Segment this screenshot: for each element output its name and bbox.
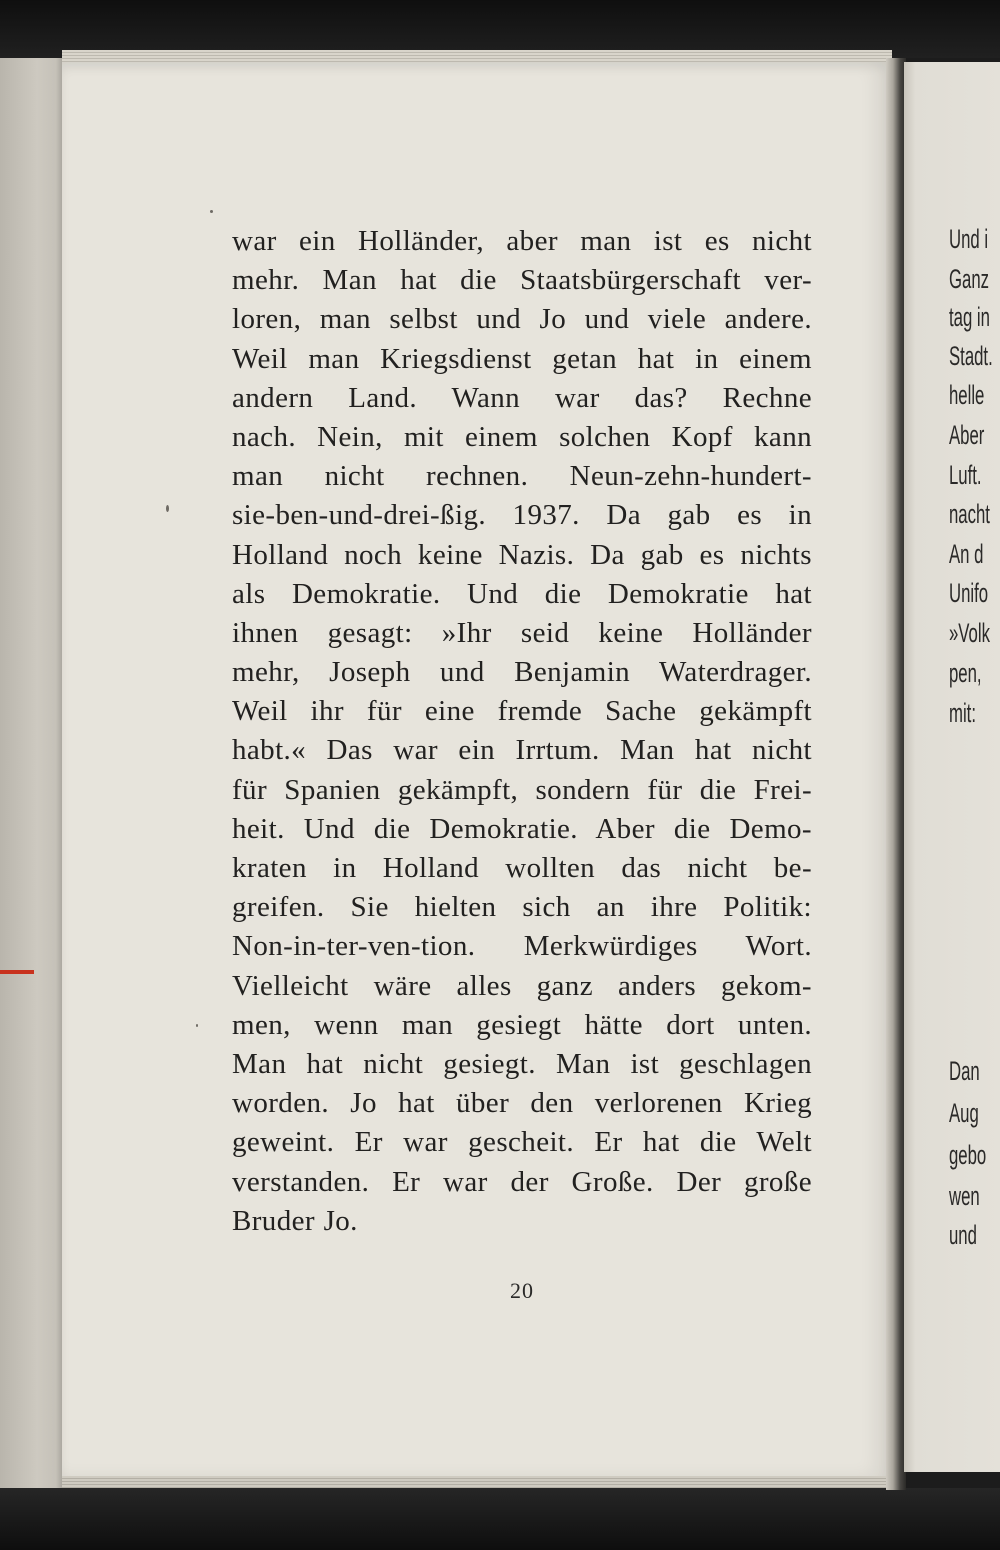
text-line: Weil man Kriegsdienst getan hat in einem xyxy=(232,342,812,375)
book-gutter xyxy=(886,58,906,1490)
body-text xyxy=(232,222,812,1241)
book-cover-bottom-edge xyxy=(0,1488,1000,1550)
text-line: man nicht rechnen. Neun-zehn-hundert- xyxy=(232,460,812,493)
facing-page-fragment: nacht xyxy=(949,499,990,529)
facing-page-fragment: gebo xyxy=(949,1140,987,1170)
text-line: verstanden. Er war der Große. Der große xyxy=(232,1165,812,1198)
text-line: mehr, Joseph und Benjamin Waterdrager. xyxy=(232,656,812,689)
text-line: worden. Jo hat über den verlorenen Krieg xyxy=(232,1087,812,1120)
facing-page-fragment: Dan xyxy=(949,1056,980,1086)
facing-page-fragment: helle xyxy=(949,380,985,410)
facing-page-fragment: Aug xyxy=(949,1098,979,1128)
text-line: war ein Holländer, aber man ist es nicht xyxy=(232,225,812,257)
text-line: Man hat nicht gesiegt. Man ist geschlagen xyxy=(232,1047,812,1080)
facing-page-fragment: und xyxy=(949,1220,977,1250)
page-number: 20 xyxy=(510,1278,534,1303)
text-line: mehr. Man hat die Staatsbürgerschaft ver- xyxy=(232,264,812,297)
text-line: Holland noch keine Nazis. Da gab es nichts xyxy=(232,538,812,571)
paper-speck xyxy=(196,1024,198,1027)
facing-page-fragment: mit: xyxy=(949,698,976,728)
text-line: ihnen gesagt: »Ihr seid keine Holländer xyxy=(232,616,812,649)
text-line: andern Land. Wann war das? Rechne xyxy=(232,381,812,414)
facing-page-fragment: »Volk xyxy=(949,618,990,648)
text-line: men, wenn man gesiegt hätte dort unten. xyxy=(232,1008,812,1041)
text-line: heit. Und die Demokratie. Aber die Demo- xyxy=(232,812,812,845)
text-line: kraten in Holland wollten das nicht be- xyxy=(232,852,812,884)
book-board-left-edge xyxy=(0,58,62,1488)
text-line: loren, man selbst und Jo und viele andere. xyxy=(232,303,812,336)
red-bookmark-mark xyxy=(0,970,34,974)
text-line: Bruder Jo. xyxy=(232,1204,358,1237)
facing-page-fragment: Unifo xyxy=(949,578,989,608)
paper-speck xyxy=(210,210,213,213)
facing-page-fragment: pen, xyxy=(949,658,982,688)
facing-page-fragment: Luft. xyxy=(949,460,982,490)
facing-page-fragment: Und i xyxy=(949,224,989,254)
text-line: Weil ihr für eine fremde Sache gekämpft xyxy=(232,695,812,728)
facing-page-fragment: Stadt. xyxy=(949,341,993,371)
text-line: habt.« Das war ein Irrtum. Man hat nicht xyxy=(232,734,812,767)
text-line: für Spanien gekämpft, sondern für die Frei- xyxy=(232,773,812,806)
text-line: sie-ben-und-drei-ßig. 1937. Da gab es in xyxy=(232,499,812,532)
facing-page-fragment: Aber xyxy=(949,420,985,450)
paper-speck xyxy=(166,505,169,512)
text-line: als Demokratie. Und die Demokratie hat xyxy=(232,577,812,610)
facing-page-fragment: tag in xyxy=(949,302,990,332)
text-line: Non-in-ter-ven-tion. Merkwürdiges Wort. xyxy=(232,930,812,963)
text-line: geweint. Er war gescheit. Er hat die Welt xyxy=(232,1126,812,1159)
facing-page-fragment: Ganz xyxy=(949,264,990,294)
text-line: Vielleicht wäre alles ganz anders gekom- xyxy=(232,969,812,1002)
facing-page-fragment: An d xyxy=(949,539,984,569)
text-line: nach. Nein, mit einem solchen Kopf kann xyxy=(232,420,812,453)
facing-page-fragment: wen xyxy=(949,1181,980,1211)
text-line: greifen. Sie hielten sich an ihre Politik: xyxy=(232,891,812,924)
